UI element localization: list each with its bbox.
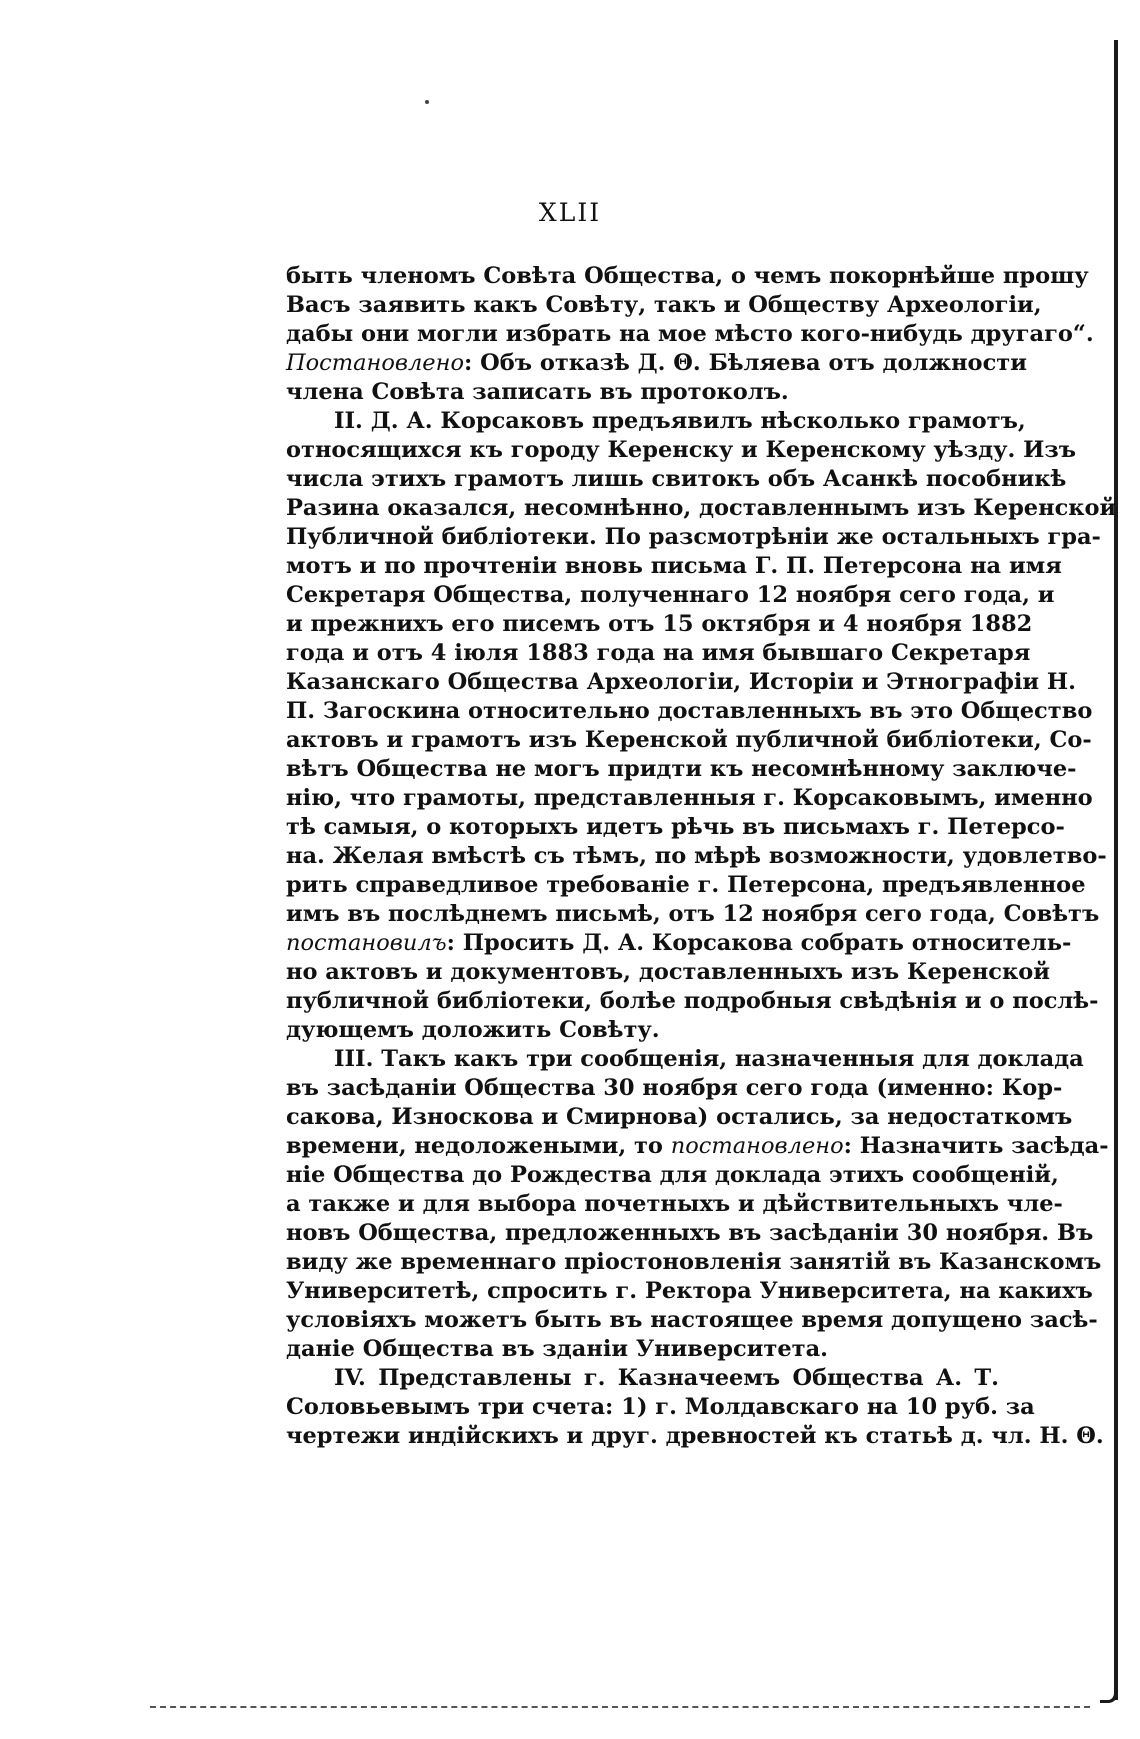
text-line <box>286 697 1093 726</box>
text-line <box>286 1161 1059 1190</box>
text-line-content: числа этихъ грамотъ лишь свитокъ объ Асанкѣ пособникѣ <box>286 466 1067 492</box>
page-edge-curl <box>1100 1650 1118 1703</box>
text-line <box>286 1422 1104 1451</box>
text-line-content: дабы они могли избрать на мое мѣсто кого-нибудь другаго“. <box>286 321 1094 347</box>
text-line-content: III. Такъ какъ три сообщенія, назначенныя для доклада <box>334 1046 1084 1072</box>
scan-speck <box>425 100 429 104</box>
text-line <box>286 262 1089 291</box>
text-line <box>286 1335 999 1364</box>
text-line-content: Васъ заявить какъ Совѣту, такъ и Обществу Археологіи, <box>286 292 1042 318</box>
text-line-content: члена Совѣта записать въ протоколъ. <box>286 379 789 405</box>
text-line-content: виду же временнаго пріостоновленія занятій въ Казанскомъ <box>286 1249 1102 1275</box>
italic-term: Постановлено <box>286 350 464 376</box>
text-line-content: Публичной библіотеки. По разсмотрѣніи же остальныхъ гра- <box>286 524 1101 550</box>
text-line <box>286 639 1031 668</box>
text-line <box>286 407 1026 436</box>
text-line-content: IV. Представлены г. Казначеемъ Общества А. Т. <box>334 1365 999 1391</box>
text-line-content: чертежи индійскихъ и друг. древностей къ статьѣ д. чл. Н. Θ. <box>286 1423 1104 1449</box>
text-line-content: Секретаря Общества, полученнаго 12 ноября сего года, и <box>286 582 1055 608</box>
text-line-content: тѣ самыя, о которыхъ идетъ рѣчь въ письмахъ г. Петерсо- <box>286 814 1065 840</box>
text-line <box>286 436 1077 465</box>
text-line <box>286 1306 1098 1335</box>
text-line <box>286 871 1086 900</box>
text-line <box>286 349 1027 378</box>
text-line-content: вѣтъ Общества не могъ придти къ несомнѣнному заключе- <box>286 756 1077 782</box>
text-line <box>286 987 1099 1016</box>
text-line-content: быть членомъ Совѣта Общества, о чемъ покорнѣйше прошу <box>286 263 1089 289</box>
text-line-content: мотъ и по прочтеніи вновь письма Г. П. Петерсона на имя <box>286 553 1062 579</box>
text-line <box>286 1045 1084 1074</box>
text-line-content: рить справедливое требованіе г. Петерсона, предъявленное <box>286 872 1086 898</box>
text-line <box>286 755 1077 784</box>
text-line <box>286 726 1092 755</box>
text-line-content: ніе Общества до Рождества для доклада этихъ сообщеній, <box>286 1162 1059 1188</box>
text-line <box>286 320 1094 349</box>
text-line-content: даніе Общества въ зданіи Университета. <box>286 1336 828 1362</box>
text-line <box>286 929 1072 958</box>
text-line <box>286 900 1100 929</box>
text-line-content: II. Д. А. Корсаковъ предъявилъ нѣсколько грамотъ, <box>334 408 1026 434</box>
text-line-content: имъ въ послѣднемъ письмѣ, отъ 12 ноября сего года, Совѣтъ <box>286 901 1100 927</box>
text-line <box>286 291 1042 320</box>
text-line-content: нію, что грамоты, представленныя г. Корсаковымъ, именно <box>286 785 1093 811</box>
text-line-content: сакова, Износкова и Смирнова) остались, за недостаткомъ <box>286 1104 1073 1130</box>
text-line <box>286 494 1117 523</box>
text-line <box>286 1219 1094 1248</box>
italic-term: постановлено <box>670 1133 844 1159</box>
text-line-content: а также и для выбора почетныхъ и дѣйствительныхъ чле- <box>286 1191 1063 1217</box>
text-line <box>286 842 1107 871</box>
text-line <box>286 1074 1063 1103</box>
text-line <box>286 1393 1035 1422</box>
page-number: XLII <box>538 198 602 227</box>
text-line <box>286 610 1033 639</box>
text-line-content: и прежнихъ его писемъ отъ 15 октября и 4 ноября 1882 <box>286 611 1033 637</box>
text-line <box>286 1277 1093 1306</box>
text-line <box>286 465 1067 494</box>
text-line <box>286 1132 1109 1161</box>
italic-term: постановилъ <box>286 930 447 956</box>
text-line-rest: : Просить Д. А. Корсакова собрать относитель- <box>446 930 1072 956</box>
text-line-content: времени, недоложеными, то <box>286 1133 671 1159</box>
text-line-content: условіяхъ можетъ быть въ настоящее время допущено засѣ- <box>286 1307 1098 1333</box>
text-line <box>286 378 999 407</box>
text-line <box>286 1364 999 1393</box>
text-line <box>286 784 1093 813</box>
text-line <box>286 581 1055 610</box>
text-line <box>286 1248 1102 1277</box>
text-line-rest: : Объ отказѣ Д. Θ. Бѣляева отъ должности <box>464 350 1027 376</box>
body-text <box>286 262 1117 1451</box>
text-line-content: новъ Общества, предложенныхъ въ засѣданіи 30 ноября. Въ <box>286 1220 1094 1246</box>
text-line <box>286 1103 1073 1132</box>
text-line-content: относящихся къ городу Керенску и Керенскому уѣзду. Изъ <box>286 437 1077 463</box>
text-line-content: на. Желая вмѣстѣ съ тѣмъ, по мѣрѣ возможности, удовлетво- <box>286 843 1107 869</box>
text-line-content: П. Загоскина относительно доставленныхъ въ это Общество <box>286 698 1093 724</box>
text-line <box>286 813 1065 842</box>
text-line <box>286 523 1101 552</box>
text-line-content: года и отъ 4 іюля 1883 года на имя бывшаго Секретаря <box>286 640 1031 666</box>
text-line <box>286 1190 1063 1219</box>
text-line-content: дующемъ доложить Совѣту. <box>286 1017 660 1043</box>
text-line <box>286 668 1077 697</box>
text-line-content: актовъ и грамотъ изъ Керенской публичной библіотеки, Со- <box>286 727 1092 753</box>
bottom-scan-artifact <box>150 1706 1090 1708</box>
text-line <box>286 552 1062 581</box>
text-line-content: Университетѣ, спросить г. Ректора Университета, на какихъ <box>286 1278 1093 1304</box>
text-line <box>286 958 1050 987</box>
text-line-content: Соловьевымъ три счета: 1) г. Молдавскаго на 10 руб. за <box>286 1394 1035 1420</box>
text-line-rest: : Назначить засѣда- <box>843 1133 1109 1159</box>
page-edge-shadow <box>1114 40 1118 1700</box>
text-line-content: Разина оказался, несомнѣнно, доставленнымъ изъ Керенской <box>286 495 1117 521</box>
text-line <box>286 1016 999 1045</box>
text-line-content: въ засѣданіи Общества 30 ноября сего года (именно: Кор- <box>286 1075 1063 1101</box>
text-line-content: публичной библіотеки, болѣе подробныя свѣдѣнія и о послѣ- <box>286 988 1099 1014</box>
text-line-content: но актовъ и документовъ, доставленныхъ изъ Керенской <box>286 959 1050 985</box>
text-line-content: Казанскаго Общества Археологіи, Исторіи и Этнографіи Н. <box>286 669 1077 695</box>
